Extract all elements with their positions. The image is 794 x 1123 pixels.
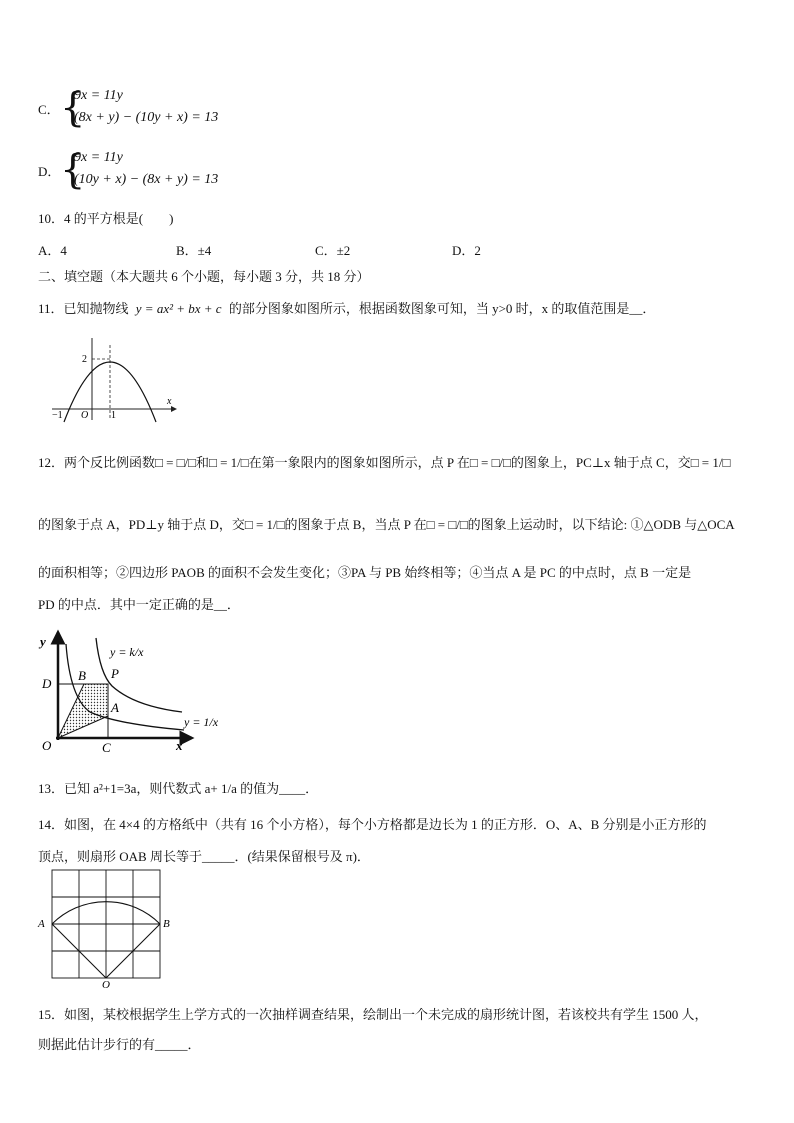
q11-parabola-graph xyxy=(48,332,180,424)
q12-line-4: PD 的中点．其中一定正确的是__． xyxy=(38,597,240,612)
q12-line-2: 的图象于点 A，PD⊥y 轴于点 D，交□ = 1/□的图象于点 B，当点 P 在□ = □/□的图象上运动时，以下结论: ①△ODB 与△OCA xyxy=(38,517,735,532)
q10-stem: 10．4 的平方根是( ) xyxy=(38,211,174,226)
q11-stem xyxy=(38,298,655,317)
q12-inverse-function-graph xyxy=(36,626,236,756)
point-a-label: A xyxy=(38,918,45,930)
point-a-label: A xyxy=(111,700,119,715)
q13-stem: 13．已知 a²+1=3a，则代数式 a+ 1/a 的值为____． xyxy=(38,781,319,796)
q15-line-1: 15．如图，某校根据学生上学方式的一次抽样调查结果，绘制出一个未完成的扇形统计图，若该校共有学生 1500 人， xyxy=(38,1007,708,1022)
y-axis-label: y xyxy=(40,634,46,649)
q11-pre: 11．已知抛物线 xyxy=(38,301,129,316)
equation-1: 9x = 11y xyxy=(74,88,123,103)
q10-option-a: A．4 xyxy=(38,243,67,258)
point-d-label: D xyxy=(42,676,52,691)
brace: { xyxy=(60,147,86,193)
curve-1-label: y = 1/x xyxy=(184,715,219,729)
q14-line-2: 顶点，则扇形 OAB 周长等于_____．(结果保留根号及 π)． xyxy=(38,849,370,864)
section-heading: 二、填空题（本大题共 6 个小题，每小题 3 分，共 18 分） xyxy=(38,269,370,284)
tick-label-minus-1: −1 xyxy=(52,410,63,421)
q9-option-c xyxy=(38,86,338,132)
point-b-label: B xyxy=(163,918,170,930)
equation-2: (10y + x) − (8x + y) = 13 xyxy=(74,172,219,187)
x-axis-label: x xyxy=(176,738,183,753)
equation-2: (8x + y) − (10y + x) = 13 xyxy=(74,110,219,125)
equation-1: 9x = 11y xyxy=(74,150,123,165)
point-b-label: B xyxy=(78,668,86,683)
x-axis-label: x xyxy=(167,396,172,407)
origin-label: O xyxy=(42,738,52,753)
curve-k-label: y = k/x xyxy=(110,645,144,659)
point-o-label: O xyxy=(102,979,110,990)
q12-line-1: 12．两个反比例函数□ = □/□和□ = 1/□在第一象限内的图象如图所示，点 P 在□ = □/□的图象上，PC⊥x 轴于点 C，交□ = 1/□ xyxy=(38,455,731,470)
q10-option-d: D．2 xyxy=(452,243,481,258)
shaded-quadrilateral-paob xyxy=(58,684,108,738)
q14-grid-sector-figure xyxy=(34,864,184,990)
option-label: C． xyxy=(38,102,60,117)
q10-option-c: C．±2 xyxy=(315,243,351,258)
grid-4x4 xyxy=(52,870,160,978)
option-label: D． xyxy=(38,164,61,179)
origin-label: O xyxy=(81,410,89,421)
point-c-label: C xyxy=(102,740,111,755)
q11-formula: y = ax² + bx + c xyxy=(135,301,222,316)
point-p-label: P xyxy=(111,666,119,681)
q10-option-b: B．±4 xyxy=(176,243,212,258)
q12-line-3: 的面积相等；②四边形 PAOB 的面积不会发生变化；③PA 与 PB 始终相等；④当点 A 是 PC 的中点时，点 B 一定是 xyxy=(38,565,692,580)
q14-line-1: 14．如图，在 4×4 的方格纸中（共有 16 个小方格），每个小方格都是边长为 1 的正方形．O、A、B 分别是小正方形的 xyxy=(38,817,707,832)
q11-post: 的部分图象如图所示，根据函数图象可知，当 y>0 时，x 的取值范围是__． xyxy=(228,301,656,316)
q15-line-2: 则据此估计步行的有_____． xyxy=(38,1037,201,1052)
q9-option-d xyxy=(38,148,338,194)
tick-label-2: 2 xyxy=(82,354,87,365)
brace: { xyxy=(60,85,86,131)
tick-label-1: 1 xyxy=(111,410,116,421)
